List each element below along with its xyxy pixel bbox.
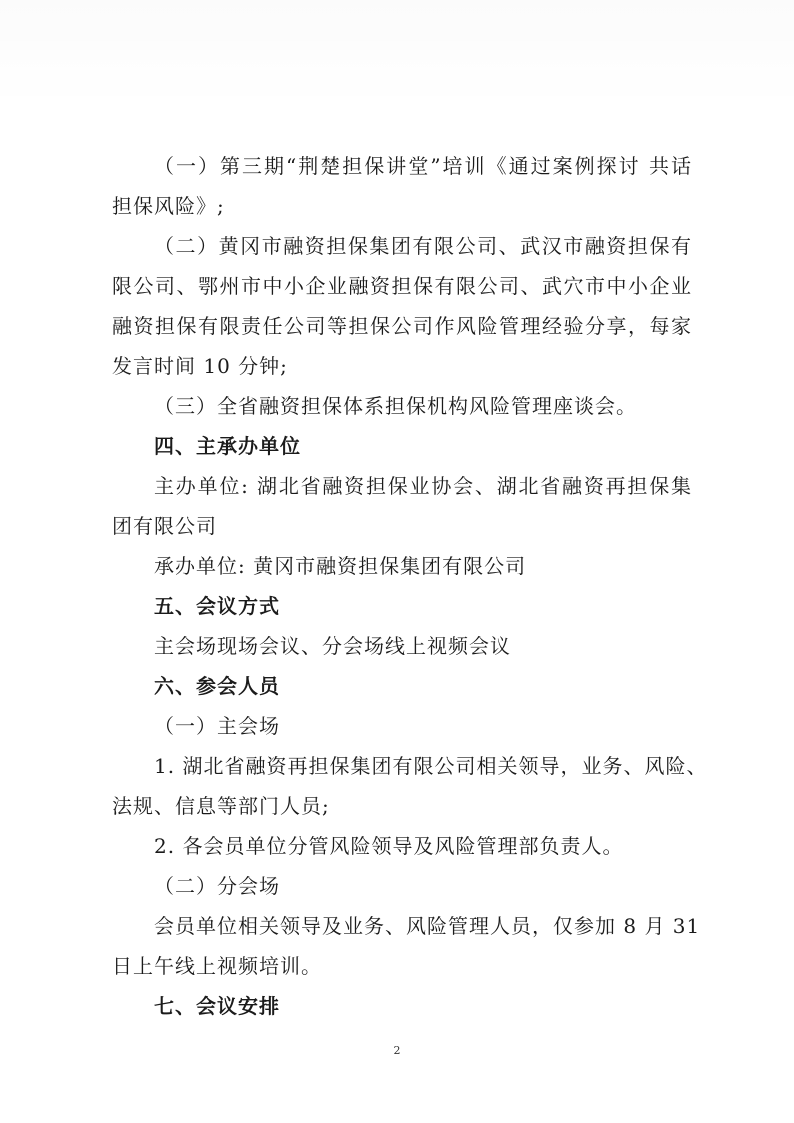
body-line-7: （三）全省融资担保体系担保机构风险管理座谈会。 [154,394,637,418]
body-line-host: 主办单位: 湖北省融资担保业协会、湖北省融资再担保集 [154,474,692,498]
body-line-5: 融资担保有限责任公司等担保公司作风险管理经验分享，每家 [112,314,692,338]
page-number: 2 [393,1044,401,1057]
subheading-branch-venue: （二）分会场 [154,874,280,898]
body-line-4: 限公司、鄂州市中小企业融资担保有限公司、武穴市中小企业 [112,274,692,298]
scan-shading [0,0,794,110]
body-line-6: 发言时间 10 分钟; [112,354,288,378]
body-line-format: 主会场现场会议、分会场线上视频会议 [154,634,511,658]
body-line-attendee-1: 1. 湖北省融资再担保集团有限公司相关领导，业务、风险、 [154,754,708,778]
body-line-attendee-1-cont: 法规、信息等部门人员; [112,794,330,818]
section-heading-arrangement: 七、会议安排 [154,994,280,1018]
subheading-main-venue: （一）主会场 [154,714,280,738]
body-line-host-cont: 团有限公司 [112,514,217,538]
document-body [112,146,708,1026]
section-heading-attendees: 六、参会人员 [154,674,280,698]
section-heading-format: 五、会议方式 [154,594,280,618]
body-line-2: 担保风险》; [112,194,225,218]
body-line-branch: 会员单位相关领导及业务、风险管理人员，仅参加 8 月 31 [154,914,701,938]
section-heading-organizers: 四、主承办单位 [154,434,301,458]
body-line-branch-cont: 日上午线上视频培训。 [112,954,322,978]
body-line-1: （一）第三期“荆楚担保讲堂”培训《通过案例探讨 共话 [154,154,692,178]
body-line-organizer: 承办单位: 黄冈市融资担保集团有限公司 [154,554,527,578]
body-line-attendee-2: 2. 各会员单位分管风险领导及风险管理部负责人。 [154,834,624,858]
body-line-3: （二）黄冈市融资担保集团有限公司、武汉市融资担保有 [154,234,692,258]
